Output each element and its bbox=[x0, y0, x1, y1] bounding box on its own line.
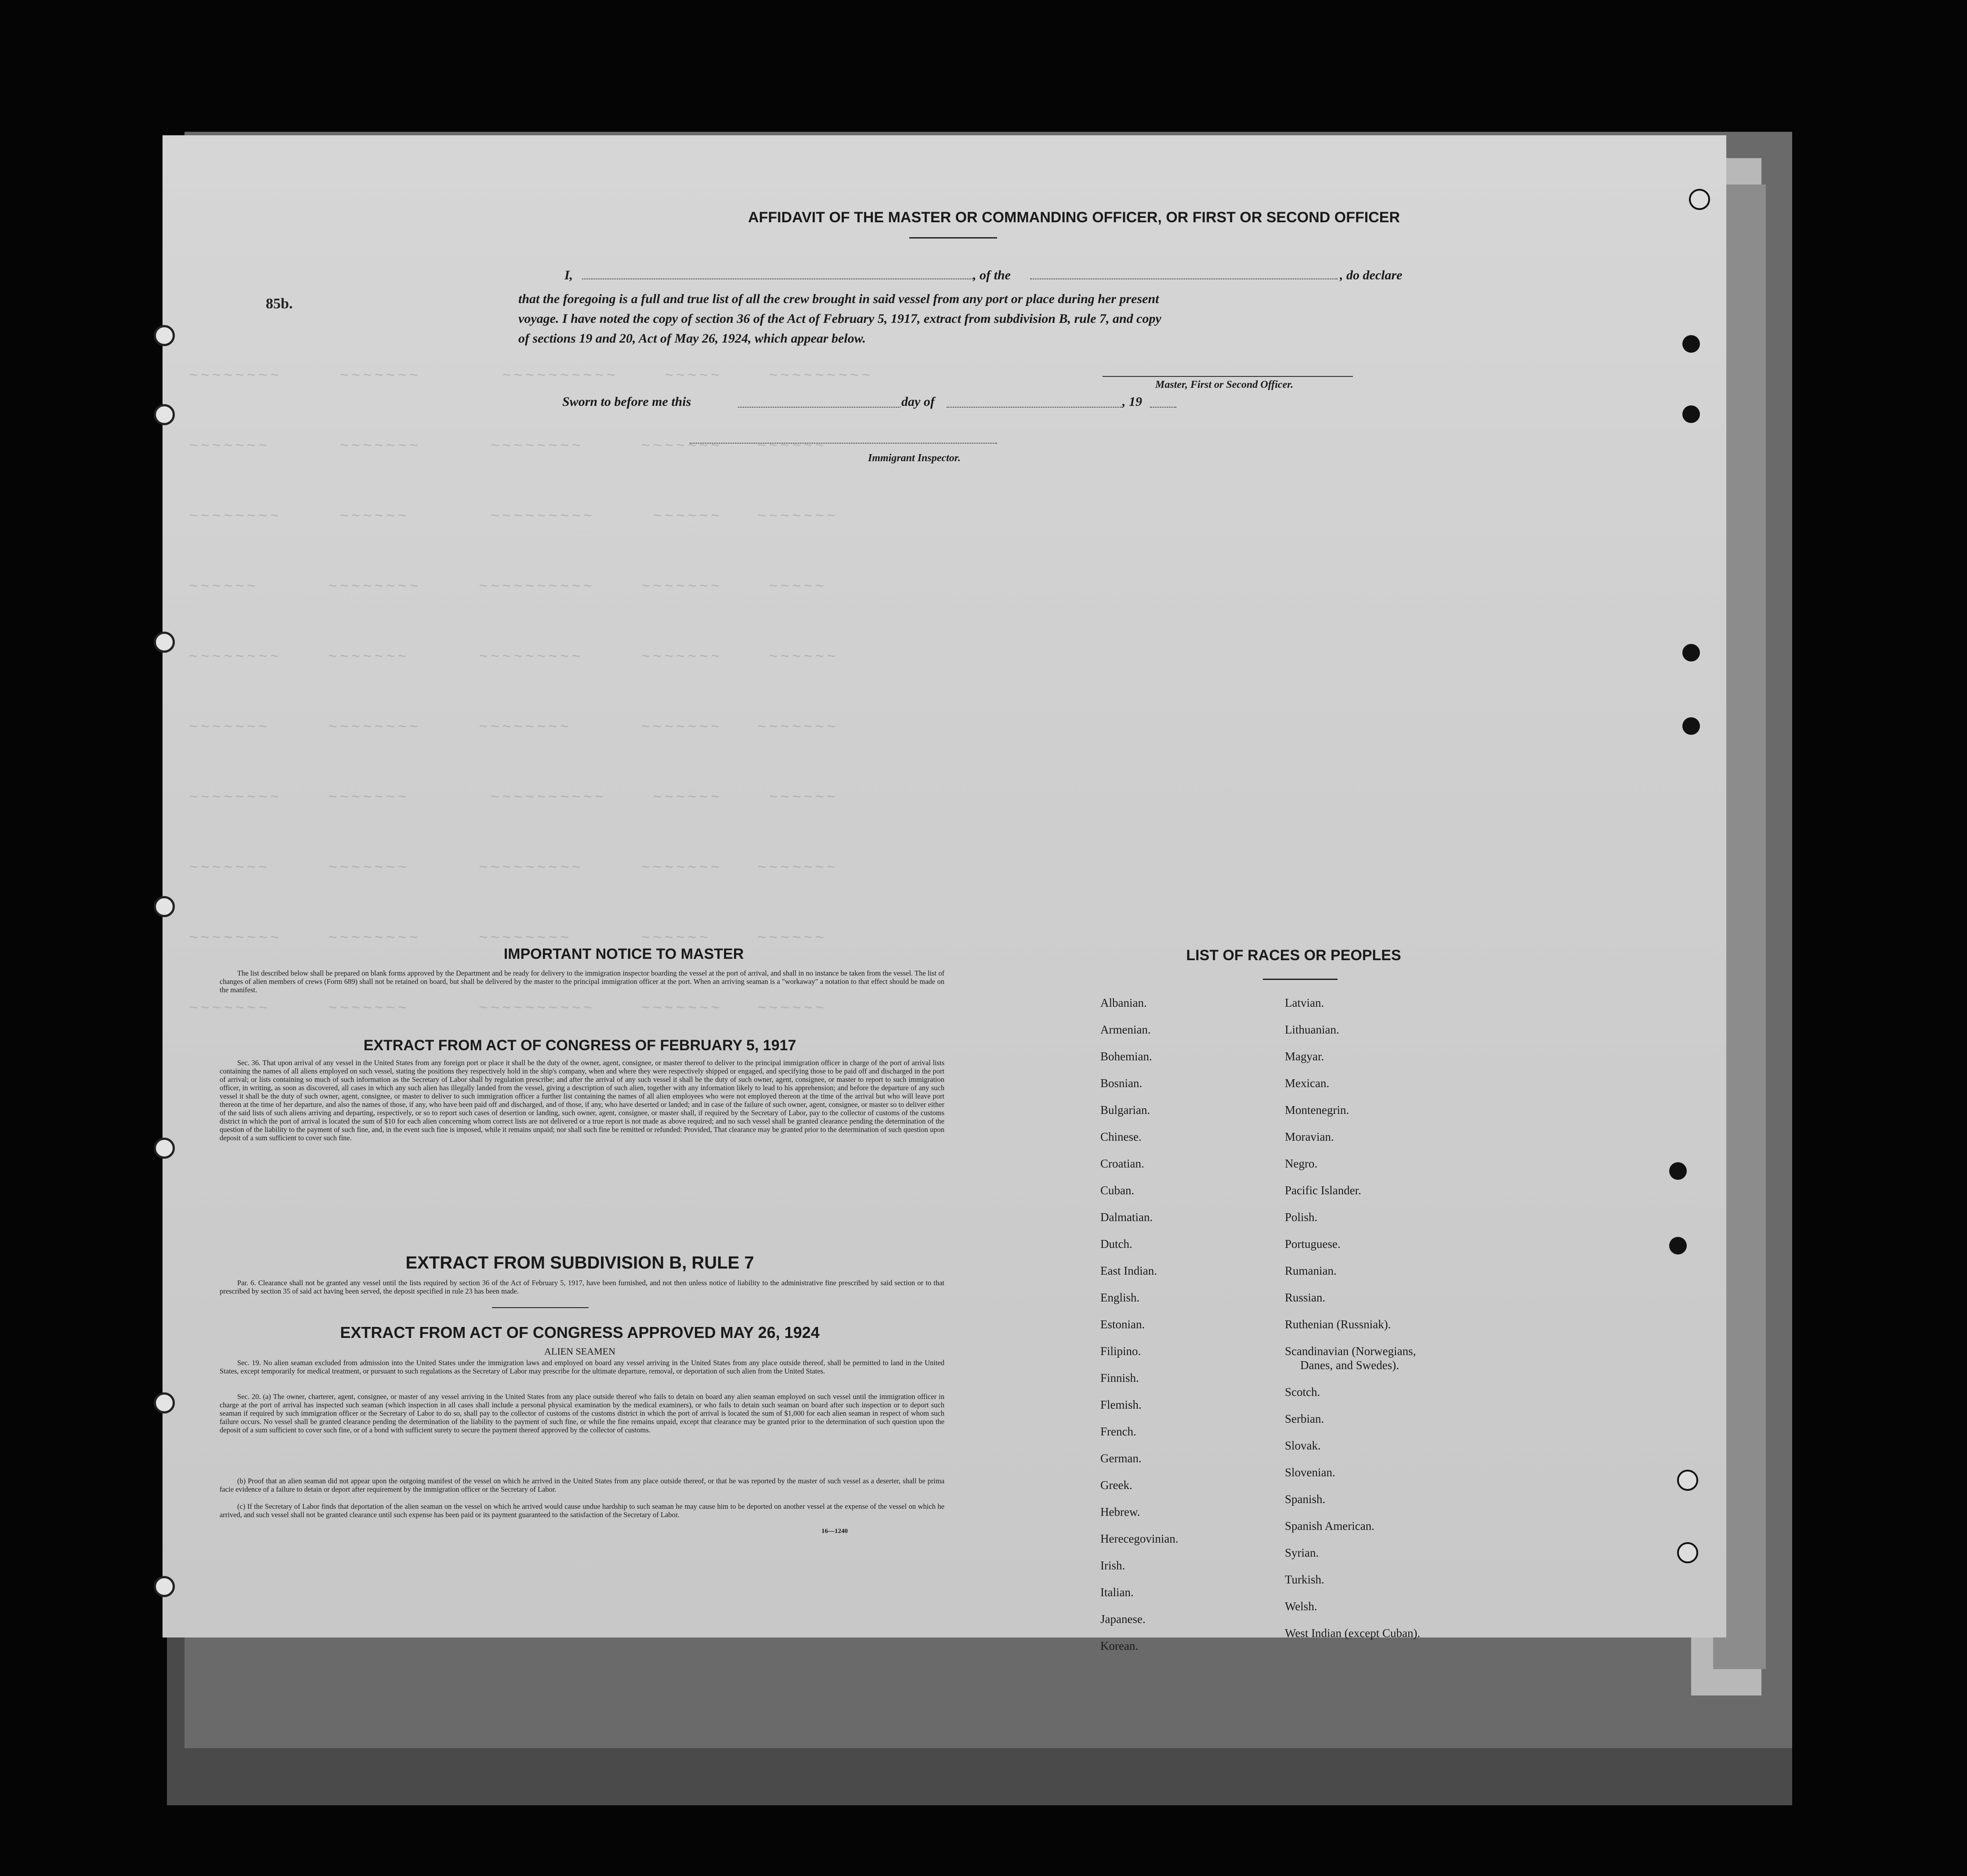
race-item: Greek. bbox=[1100, 1478, 1132, 1492]
race-item: Filipino. bbox=[1100, 1345, 1141, 1358]
race-item: Irish. bbox=[1100, 1559, 1125, 1572]
sworn-label: Sworn to before me this bbox=[562, 394, 691, 409]
binding-hole bbox=[1669, 1162, 1687, 1180]
race-item: English. bbox=[1100, 1291, 1140, 1304]
races-rule bbox=[1263, 979, 1338, 980]
year-label: , 19 bbox=[1122, 394, 1142, 409]
affidavit-of-the: , of the bbox=[973, 268, 1011, 282]
binding-hole bbox=[1677, 1542, 1698, 1563]
punch-hole bbox=[154, 1138, 175, 1159]
race-item: Portuguese. bbox=[1285, 1237, 1341, 1251]
binding-hole bbox=[1677, 1470, 1698, 1491]
bleed-through-text: ~~~~~~~ ~~~~~~~ ~~~~~~~~ ~~~~~~~ ~~~~~~ bbox=[189, 438, 827, 455]
inspector-signature-line[interactable] bbox=[690, 443, 997, 444]
affidavit-i-label: I, bbox=[564, 268, 573, 282]
race-item: West Indian (except Cuban). bbox=[1285, 1627, 1421, 1640]
bleed-through-text: ~~~~~~~ ~~~~~~~~ ~~~~~~~~ ~~~~~~~ ~~~~~~~ bbox=[189, 719, 839, 736]
punch-hole bbox=[154, 325, 175, 346]
race-item: Slovak. bbox=[1285, 1439, 1321, 1452]
sworn-month-blank[interactable] bbox=[947, 407, 1122, 408]
race-item: Latvian. bbox=[1285, 996, 1324, 1009]
rule7-divider bbox=[492, 1307, 589, 1308]
extract-1917-body: Sec. 36. That upon arrival of any vessel in the United States from any foreign port or place it shall be the duty of the owner, agent, consignee, or master thereof to deliver to the principal immigration officer in charge of the port of arrival lists containing the names of all aliens employed on such vessel, stating the positions they respectively hold in the ship's company, when and where they were respectively shipped or engaged, and specifying those to be paid off and discharged in the port of arrival; or lists containing so much of such information as the Secretary of Labor shall by regulation prescribe; and after the arrival of any such vessel it shall be the duty of such owner, agent, consignee, or master to report to such immigration officer, in writing, as soon as discovered, all cases in which any such alien has illegally landed from the vessel, giving a description of such alien, together with any information likely to lead to his apprehension; and before the departure of any such vessel it shall be the duty of such owner, agent, consignee, or master to deliver to such immigration officer a further list containing the names of all alien employees who were not employed thereon at the time of the arrival but who will leave port thereon at the time of her departure, and also the names of those, if any, who have been paid off and discharged, and of those, if any, who have deserted or landed; and in case of the failure of such owner, agent, consignee, or master so to deliver either of the said lists of such aliens arriving and departing, respectively, or so to report such cases of desertion or landing, such owner, agent, consignee, or master shall, if required by the Secretary of Labor, pay to the collector of customs of the customs district in which the port of arrival is located the sum of $10 for each alien concerning whom correct lists are not delivered or a true report is not made as above required; and no such vessel shall be granted clearance pending the determination of the question of the liability to the payment of such fine, and, in the event such fine is imposed, while it remains unpaid; nor shall such fine be remitted or refunded: Provided, That clearance may be granted prior to the determination of such question upon deposit of a sum sufficient to cover such fine. bbox=[220, 1059, 944, 1142]
race-item: Italian. bbox=[1100, 1586, 1134, 1599]
race-item: Korean. bbox=[1100, 1639, 1139, 1652]
race-item: Lithuanian. bbox=[1285, 1023, 1339, 1036]
race-item: Scotch. bbox=[1285, 1385, 1320, 1399]
races-title: LIST OF RACES OR PEOPLES bbox=[1186, 947, 1401, 964]
rule7-title: EXTRACT FROM SUBDIVISION B, RULE 7 bbox=[405, 1253, 754, 1272]
race-item: Dutch. bbox=[1100, 1237, 1132, 1251]
race-item: Japanese. bbox=[1100, 1612, 1146, 1626]
race-item: Dalmatian. bbox=[1100, 1211, 1153, 1224]
extract-1924-title: EXTRACT FROM ACT OF CONGRESS APPROVED MAY 26, 1924 bbox=[340, 1323, 820, 1341]
race-item: Montenegrin. bbox=[1285, 1103, 1349, 1117]
notice-body: The list described below shall be prepared on blank forms approved by the Department and be ready for delivery to the immigration inspector boarding the vessel at the port of arrival, and shall in no instance be taken from the vessel. The list of changes of alien members of crews (Form 689) shall not be retained on board, but shall be delivered by the master to the principal immigration officer at the port. When an arriving seaman is a "workaway" a notation to that effect should be made on the manifest. bbox=[220, 969, 944, 994]
sec-20c-text: (c) If the Secretary of Labor finds that deportation of the alien seaman on the vessel on which he arrived would cause undue hardship to such seaman he may cause him to be deported on another vessel at the expense of the vessel on which he arrived, and such vessel shall not be granted clearance until such expense has been paid or its payment guaranteed to the satisfaction of the Secretary of Labor. bbox=[220, 1502, 944, 1519]
affidavit-do-declare: , do declare bbox=[1340, 268, 1403, 282]
race-item: Mexican. bbox=[1285, 1077, 1330, 1090]
alien-seamen-subtitle: ALIEN SEAMEN bbox=[544, 1346, 615, 1357]
title-rule bbox=[909, 237, 997, 239]
binding-hole bbox=[1682, 335, 1700, 353]
affidavit-body bbox=[518, 289, 1419, 348]
race-item: Pacific Islander. bbox=[1285, 1184, 1361, 1197]
punch-hole bbox=[154, 896, 175, 917]
race-item: Moravian. bbox=[1285, 1130, 1334, 1143]
year-blank[interactable] bbox=[1150, 407, 1176, 408]
race-item: French. bbox=[1100, 1425, 1136, 1438]
bleed-through-text: ~~~~~~~~ ~~~~~~~ ~~~~~~~~~~ ~~~~~~ ~~~~~~ bbox=[189, 790, 839, 806]
race-item: Estonian. bbox=[1100, 1318, 1145, 1331]
affidavit-title: AFFIDAVIT OF THE MASTER OR COMMANDING OFFICER, OR FIRST OR SECOND OFFICER bbox=[748, 209, 1400, 226]
race-item: Spanish. bbox=[1285, 1493, 1326, 1506]
punch-hole bbox=[154, 404, 175, 425]
vessel-blank[interactable] bbox=[1030, 278, 1338, 279]
master-signature-line[interactable] bbox=[1103, 376, 1353, 377]
sec-19-text: Sec. 19. No alien seaman excluded from admission into the United States under the immigration laws and employed on board any vessel arriving in the United States from any place outside thereof, shall be permitted to land in the United States, except temporarily for medical treatment, or pursuant to such regulations as the Secretary of Labor may prescribe for the ultimate departure, removal, or deportation of such alien from the United States. bbox=[220, 1359, 944, 1375]
race-item: Spanish American. bbox=[1285, 1519, 1374, 1533]
document-page bbox=[163, 135, 1726, 1652]
race-item: Magyar. bbox=[1285, 1050, 1324, 1063]
extract-1917-title: EXTRACT FROM ACT OF CONGRESS OF FEBRUARY 5, 1917 bbox=[363, 1037, 796, 1054]
bleed-through-text: ~~~~~~~ ~~~~~~~ ~~~~~~~~~~ ~~~~~~~ ~~~~~~ bbox=[189, 1001, 827, 1017]
race-item: Rumanian. bbox=[1285, 1264, 1337, 1277]
binding-hole bbox=[1689, 189, 1710, 210]
race-item: Russian. bbox=[1285, 1291, 1326, 1304]
race-item: Serbian. bbox=[1285, 1412, 1324, 1425]
punch-hole bbox=[154, 1576, 175, 1597]
affidavit-line-4: of sections 19 and 20, Act of May 26, 1924, which appear below. bbox=[518, 331, 866, 346]
notice-title: IMPORTANT NOTICE TO MASTER bbox=[503, 946, 744, 962]
binding-hole bbox=[1682, 717, 1700, 735]
punch-hole bbox=[154, 1392, 175, 1413]
bleed-through-text: ~~~~~~ ~~~~~~~~ ~~~~~~~~~~ ~~~~~~~ ~~~~~ bbox=[189, 579, 827, 596]
race-item: German. bbox=[1100, 1452, 1142, 1465]
race-item: Finnish. bbox=[1100, 1371, 1139, 1384]
inspector-label: Immigrant Inspector. bbox=[868, 452, 961, 464]
form-number: 16—1240 bbox=[821, 1528, 848, 1535]
sec-20b-text: (b) Proof that an alien seaman did not appear upon the outgoing manifest of the vessel on which he arrived in the United States from any place outside thereof, or that he was reported by the master of such vessel as a deserter, shall be prima facie evidence of a failure to detain or deport after requirement by the immigration officer or the Secretary of Labor. bbox=[220, 1477, 944, 1493]
race-item: Armenian. bbox=[1100, 1023, 1151, 1036]
margin-mark: 85b. bbox=[266, 296, 293, 312]
sworn-day-blank[interactable] bbox=[738, 407, 900, 408]
race-item: Bohemian. bbox=[1100, 1050, 1152, 1063]
bleed-through-text: ~~~~~~~~ ~~~~~~~~ ~~~~~~~~ ~~~~~~ ~~~~~~ bbox=[189, 930, 827, 947]
race-item: Bosnian. bbox=[1100, 1077, 1143, 1090]
affidavit-line-3: voyage. I have noted the copy of section 36 of the Act of February 5, 1917, extract from subdivision B, rule 7, and copy bbox=[518, 311, 1161, 326]
bleed-through-text: ~~~~~~~~ ~~~~~~~ ~~~~~~~~~~ ~~~~~ ~~~~~~~~~ bbox=[189, 368, 873, 385]
race-item: Turkish. bbox=[1285, 1573, 1324, 1586]
race-item: Danes, and Swedes). bbox=[1300, 1359, 1399, 1372]
punch-hole bbox=[154, 632, 175, 653]
race-item: Croatian. bbox=[1100, 1157, 1144, 1170]
race-item: Syrian. bbox=[1285, 1546, 1319, 1559]
race-item: Slovenian. bbox=[1285, 1466, 1335, 1479]
race-item: Herecegovinian. bbox=[1100, 1532, 1179, 1545]
race-item: Hebrew. bbox=[1100, 1505, 1140, 1518]
sec-20a-text: Sec. 20. (a) The owner, charterer, agent, consignee, or master of any vessel arriving in the United States from any place outside thereof who fails to detain on board any alien seaman employed on such vessel until the immigration officer in charge at the port of arrival has inspected such seaman (which inspection in all cases shall include a personal physical examination by the medical examiners), or who fails to detain such seaman on board after such inspection or to deport such seaman if required by such immigration officer or the Secretary of Labor to do so, shall pay to the collector of customs of the customs district in which the port of arrival is located the sum of $1,000 for each alien seaman in respect of whom such failure occurs. No vessel shall be granted clearance pending the determination of the liability to the payment of such fine, or while the fine remains unpaid, except that clearance may be granted prior to the determination of such question upon the deposit of a sum sufficient to cover such fine, or of a bond with sufficient surety to secure the payment thereof approved by the collector of customs. bbox=[220, 1392, 944, 1434]
race-item: Polish. bbox=[1285, 1211, 1318, 1224]
race-item: Cuban. bbox=[1100, 1184, 1135, 1197]
race-item: Chinese. bbox=[1100, 1130, 1142, 1143]
race-item: East Indian. bbox=[1100, 1264, 1157, 1277]
affidavit-line-2: that the foregoing is a full and true list of all the crew brought in said vessel from any port or place during her present bbox=[518, 292, 1159, 306]
race-item: Flemish. bbox=[1100, 1398, 1142, 1411]
binding-hole bbox=[1669, 1237, 1687, 1254]
race-item: Scandinavian (Norwegians, bbox=[1285, 1345, 1416, 1358]
race-item: Albanian. bbox=[1100, 996, 1147, 1009]
rule7-body: Par. 6. Clearance shall not be granted any vessel until the lists required by section 36 of the Act of February 5, 1917, have been furnished, and not then unless notice of liability to the administrative fine prescribed by said section or to that prescribed by section 35 of said act having been served, the deposit specified in rule 23 has been made. bbox=[220, 1279, 944, 1295]
name-blank[interactable] bbox=[582, 278, 973, 279]
race-item: Bulgarian. bbox=[1100, 1103, 1150, 1117]
race-item: Ruthenian (Russniak). bbox=[1285, 1318, 1391, 1331]
day-of-label: day of bbox=[901, 394, 935, 409]
bleed-through-text: ~~~~~~~ ~~~~~~~ ~~~~~~~~~ ~~~~~~~ ~~~~~~~ bbox=[189, 860, 839, 877]
binding-hole bbox=[1682, 644, 1700, 661]
bleed-through-text: ~~~~~~~~ ~~~~~~~ ~~~~~~~~~ ~~~~~~~ ~~~~~~ bbox=[189, 649, 839, 666]
bleed-through-text: ~~~~~~~~ ~~~~~~ ~~~~~~~~~ ~~~~~~ ~~~~~~~ bbox=[189, 509, 839, 525]
race-item: Welsh. bbox=[1285, 1600, 1317, 1613]
race-item: Negro. bbox=[1285, 1157, 1318, 1170]
master-signature-label: Master, First or Second Officer. bbox=[1155, 379, 1294, 390]
binding-hole bbox=[1682, 405, 1700, 423]
